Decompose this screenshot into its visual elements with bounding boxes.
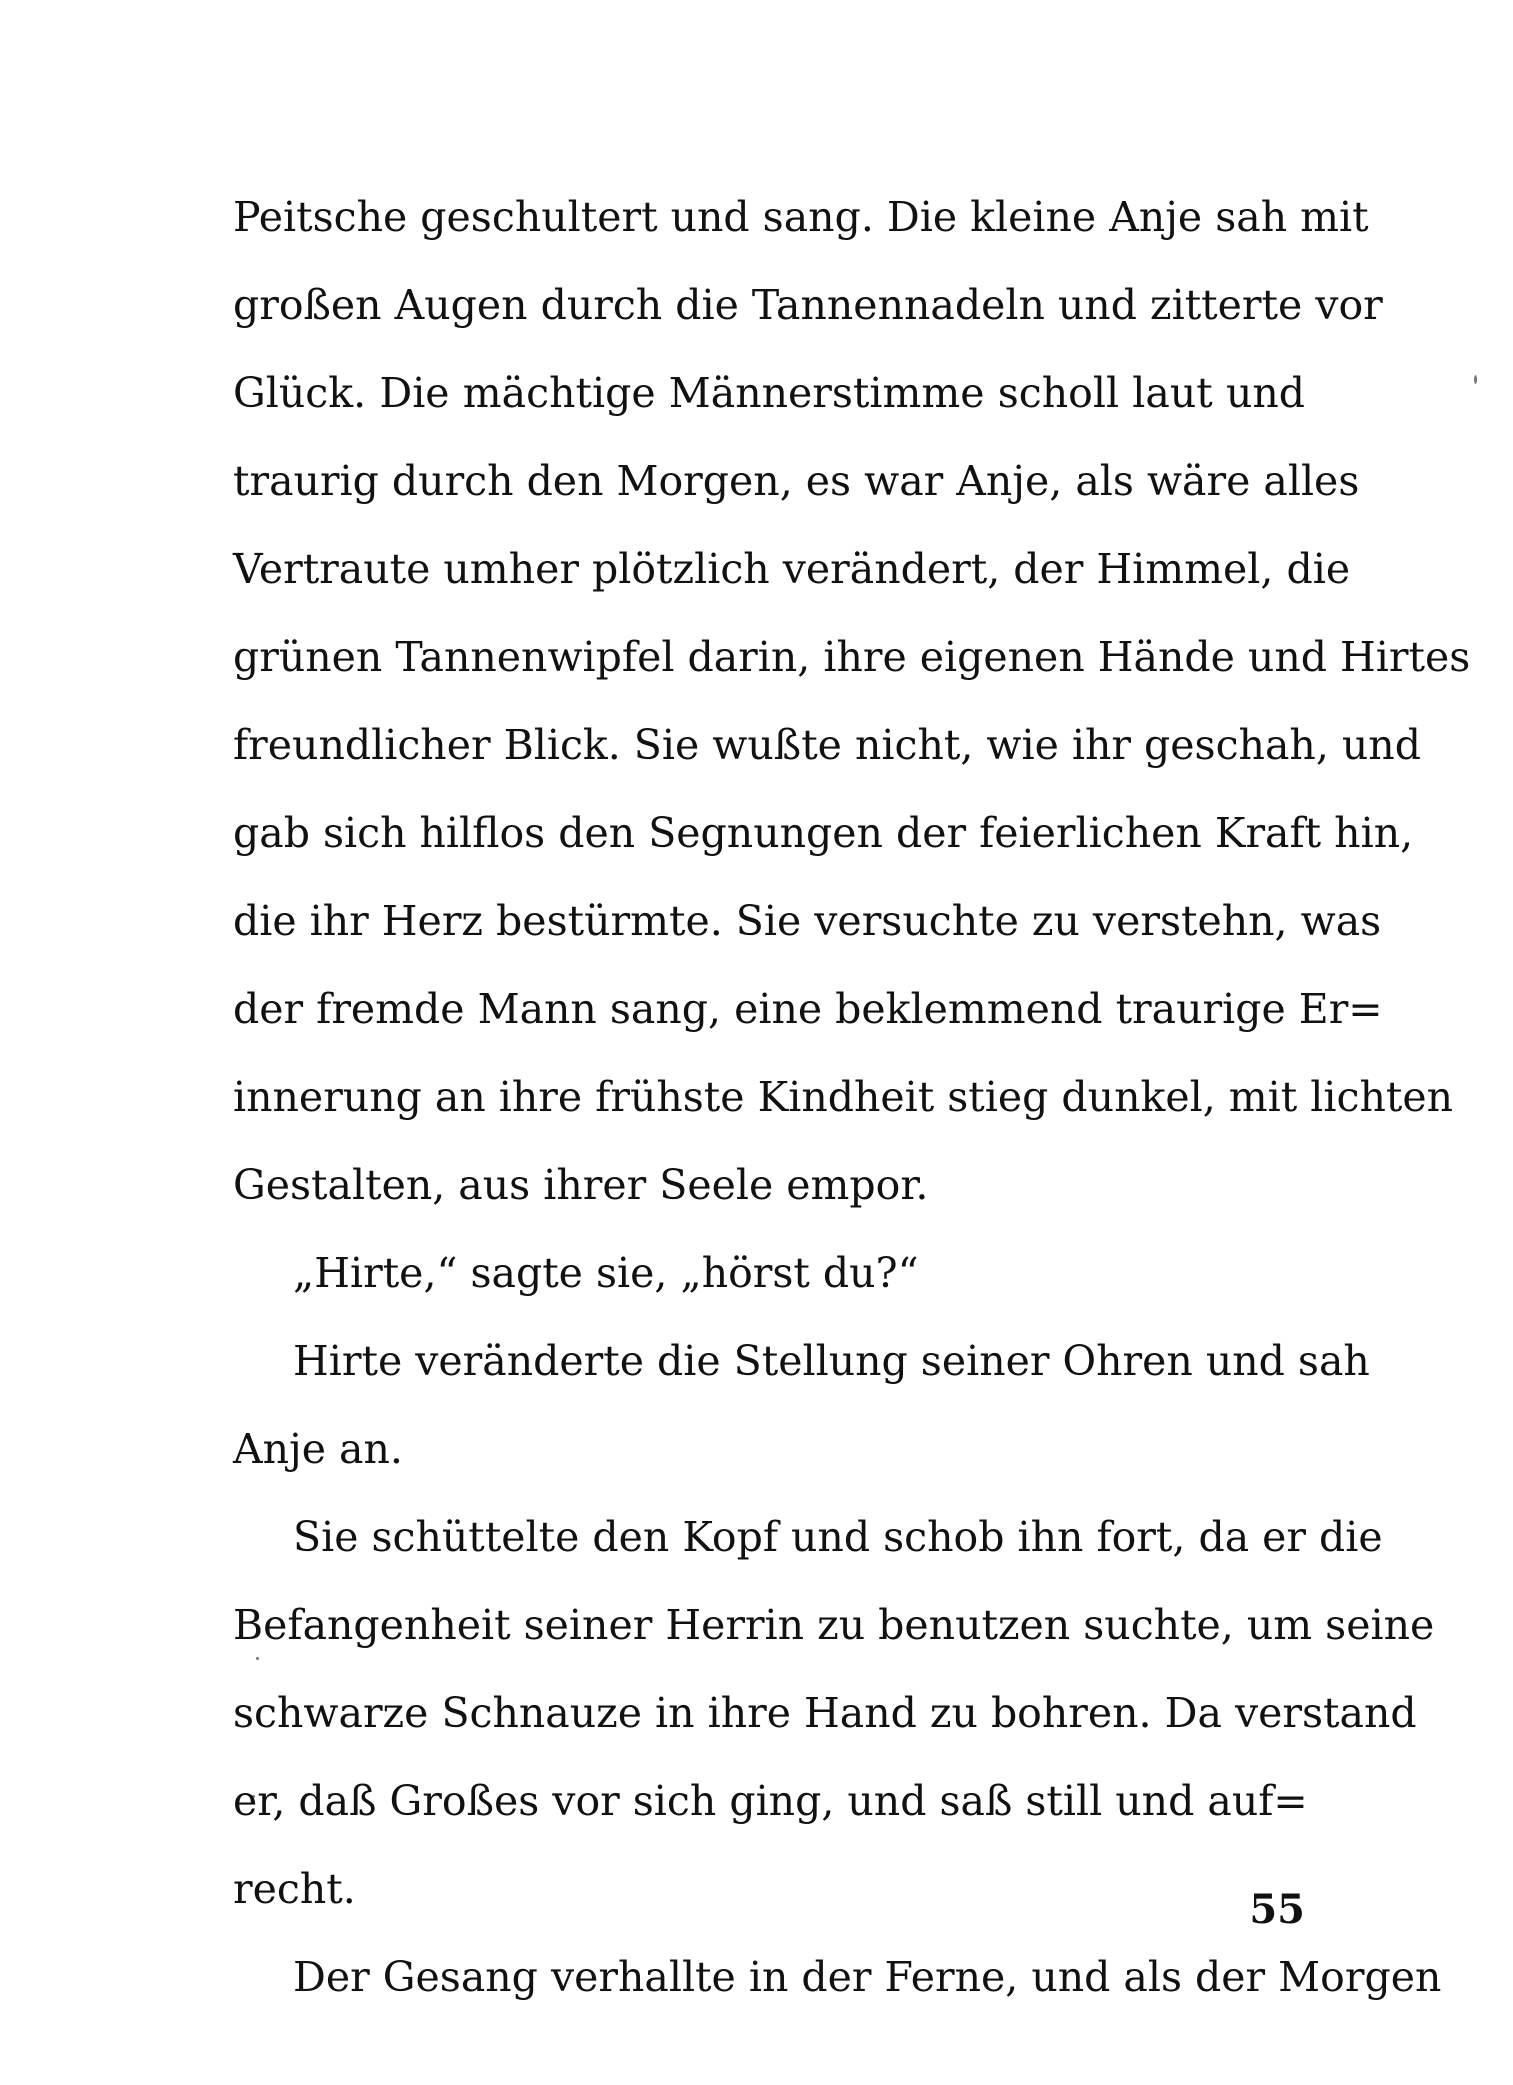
text-line: großen Augen durch die Tannennadeln und zitterte vor xyxy=(233,281,1383,329)
text-line: die ihr Herz bestürmte. Sie versuchte zu verstehn, was xyxy=(233,897,1382,945)
text-line: schwarze Schnauze in ihre Hand zu bohren. Da verstand xyxy=(233,1689,1417,1737)
text-line: Gestalten, aus ihrer Seele empor. xyxy=(233,1161,929,1209)
text-line: traurig durch den Morgen, es war Anje, als wäre alles xyxy=(233,457,1360,505)
text-line: der fremde Mann sang, eine beklemmend traurige Er= xyxy=(233,985,1383,1033)
text-line: Glück. Die mächtige Männerstimme scholl laut und xyxy=(233,369,1305,417)
text-line: Vertraute umher plötzlich verändert, der Himmel, die xyxy=(233,545,1351,593)
text-line: gab sich hilflos den Segnungen der feierlichen Kraft hin, xyxy=(233,809,1414,857)
body-text xyxy=(233,173,1471,2021)
text-line: innerung an ihre frühste Kindheit stieg dunkel, mit lichten xyxy=(233,1073,1454,1121)
text-line: Sie schüttelte den Kopf und schob ihn fort, da er die xyxy=(293,1513,1383,1561)
text-line: „Hirte,“ sagte sie, „hörst du?“ xyxy=(293,1249,919,1297)
text-line: Hirte veränderte die Stellung seiner Ohren und sah xyxy=(293,1337,1370,1385)
text-line: grünen Tannenwipfel darin, ihre eigenen Hände und Hirtes xyxy=(233,633,1471,681)
text-line: Befangenheit seiner Herrin zu benutzen suchte, um seine xyxy=(233,1601,1435,1649)
text-line: recht. xyxy=(233,1865,356,1913)
text-line: Der Gesang verhallte in der Ferne, und als der Morgen xyxy=(293,1953,1442,2001)
text-line: er, daß Großes vor sich ging, und saß still und auf= xyxy=(233,1777,1308,1825)
text-line: Peitsche geschultert und sang. Die kleine Anje sah mit xyxy=(233,193,1369,241)
text-line: freundlicher Blick. Sie wußte nicht, wie ihr geschah, und xyxy=(233,721,1421,769)
paper-speck xyxy=(1474,375,1477,384)
text-line: Anje an. xyxy=(233,1425,403,1473)
page-number: 55 xyxy=(1249,1886,1305,1933)
